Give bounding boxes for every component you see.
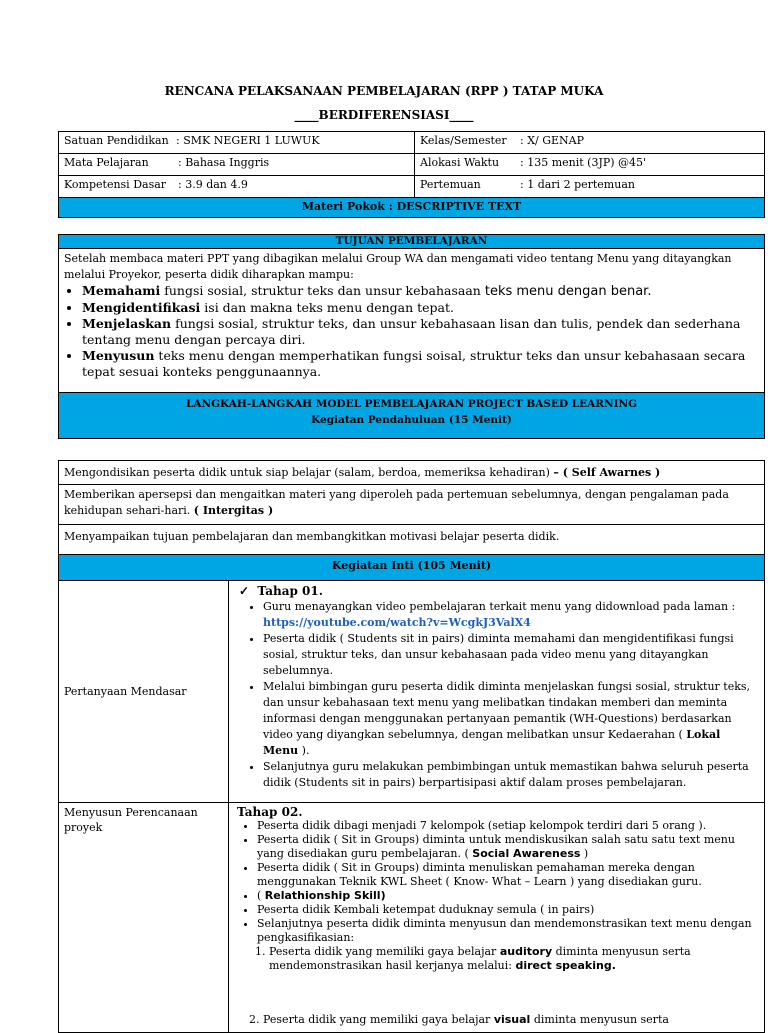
list-item: • Peserta didik Kembali ketempat duduknay semula ( in pairs) (257, 903, 759, 917)
info-table (58, 131, 765, 218)
alokasi-label: Alokasi Waktu (420, 156, 500, 169)
tahap1-list (239, 599, 759, 791)
list-item: • ( Relathionship Skill) (257, 889, 759, 903)
tahap2-content (229, 803, 765, 1033)
alokasi-value: : 135 menit (3JP) @45' (520, 156, 647, 169)
tahap2-title: Tahap 02. (237, 805, 303, 819)
document-title: RENCANA PELAKSANAAN PEMBELAJARAN (RPP ) TATAP MUKA (164, 84, 604, 98)
satuan-cell (59, 132, 415, 154)
main-table (58, 234, 765, 1033)
list-item: • Peserta didik ( Students sit in pairs) diminta memahami dan mengidentifikasi fungsi sosial, struktur teks, dan unsur kebahasaan pada video menu yang ditayangkan sebelumnya. (263, 631, 759, 679)
pertemuan-value: : 1 dari 2 pertemuan (520, 178, 635, 191)
tahap1-content (229, 581, 765, 803)
pendahuluan-step-2: Memberikan apersepsi dan mengaitkan materi yang diperoleh pada pertemuan sebelumnya, dengan pengalaman pada kehidupan sehari-hari. ( Intergitas ) (59, 485, 765, 525)
pertemuan-cell (415, 176, 765, 198)
list-item: • Selanjutnya peserta didik diminta menyusun dan mendemonstrasikan text menu dengan pengkasifikasian: (257, 917, 759, 945)
tujuan-header: TUJUAN PEMBELAJARAN (59, 235, 765, 249)
tujuan-list (64, 283, 759, 380)
satuan-value: : SMK NEGERI 1 LUWUK (176, 134, 320, 147)
list-item: • Peserta didik dibagi menjadi 7 kelompok (setiap kelompok terdiri dari 5 orang ). (257, 819, 759, 833)
tahap2-list (235, 819, 759, 945)
kd-cell (59, 176, 415, 198)
pendahuluan-header: Kegiatan Pendahuluan (15 Menit) (311, 414, 512, 426)
mapel-value: : Bahasa Inggris (178, 156, 270, 169)
materi-pokok: Materi Pokok : DESCRIPTIVE TEXT (59, 198, 765, 218)
tujuan-body (59, 249, 765, 393)
pendahuluan-step-3: Menyampaikan tujuan pembelajaran dan membangkitkan motivasi belajar peserta didik. (59, 525, 765, 555)
kelas-value: : X/ GENAP (520, 134, 585, 147)
tahap1-title: ✓ Tahap 01. (239, 584, 323, 598)
list-item: • Selanjutnya guru melakukan pembimbingan untuk memastikan bahwa seluruh peserta didik (Students sit in pairs) berpartisipasi aktif dalam proses pembelajaran. (263, 759, 759, 791)
kelas-label: Kelas/Semester (420, 134, 507, 147)
langkah-header (59, 393, 765, 439)
list-item: • Melalui bimbingan guru peserta didik diminta menjelaskan fungsi sosial, struktur teks, dan unsur kebahasaan text menu yang melibatkan tindakan memberi dan meminta informasi dengan menggunakan pertanyaan pemantik (WH-Questions) berdasarkan video yang diyangkan sebelumnya, dengan melibatkan unsur Kedaerahan ( Lokal Menu ). (263, 679, 759, 759)
document-subtitle: ____BERDIFERENSIASI____ (294, 108, 474, 122)
pendahuluan-step-1: Mengondisikan peserta didik untuk siap belajar (salam, berdoa, memeriksa kehadiran) – ( Self Awarnes ) (59, 461, 765, 485)
list-item: • Peserta didik ( Sit in Groups) diminta untuk mendiskusikan salah satu satu text menu yang disediakan guru pembelajaran. ( Social Awareness ) (257, 833, 759, 861)
pertemuan-label: Pertemuan (420, 178, 481, 191)
checkmark-icon: ✓ (239, 584, 250, 598)
numbered-item: 1. Peserta didik yang memiliki gaya belajar auditory diminta menyusun serta mendemonstrasikan hasil kerjanya melalui: direct speaking. (269, 945, 759, 973)
youtube-link[interactable]: https://youtube.com/watch?v=WcgkJ3ValX4 (263, 616, 531, 629)
tahap2-label: Menyusun Perencanaan proyek (59, 803, 229, 1033)
tujuan-item: • Memahami fungsi sosial, struktur teks dan unsur kebahasaan teks menu dengan benar. (82, 283, 759, 300)
tahap1-label: Pertanyaan Mendasar (59, 581, 229, 803)
tahap2-numbered-list (235, 945, 759, 973)
spacer-row (59, 439, 765, 461)
numbered-item-2: 2. Peserta didik yang memiliki gaya belajar visual diminta menyusun serta (249, 1013, 669, 1026)
tujuan-item: • Mengidentifikasi isi dan makna teks menu dengan tepat. (82, 300, 759, 316)
kd-label: Kompetensi Dasar (64, 178, 167, 191)
tujuan-intro: Setelah membaca materi PPT yang dibagikan melalui Group WA dan mengamati video tentang Menu yang ditayangkan melalui Proyekor, peserta didik diharapkan mampu: (64, 252, 732, 281)
mapel-cell (59, 154, 415, 176)
kd-value: : 3.9 dan 4.9 (178, 178, 248, 191)
list-item: • Guru menayangkan video pembelajaran terkait menu yang didownload pada laman : https://youtube.com/watch?v=WcgkJ3ValX4 (263, 599, 759, 631)
satuan-label: Satuan Pendidikan (64, 134, 169, 147)
alokasi-cell (415, 154, 765, 176)
kelas-cell (415, 132, 765, 154)
tujuan-item: • Menyusun teks menu dengan memperhatikan fungsi soisal, struktur teks dan unsur kebahasaan secara tepat sesuai konteks penggunaannya. (82, 348, 759, 380)
list-item: • Peserta didik ( Sit in Groups) diminta menuliskan pemahaman mereka dengan menggunakan Teknik KWL Sheet ( Know- What – Learn ) yang disediakan guru. (257, 861, 759, 889)
tujuan-item: • Menjelaskan fungsi sosial, struktur teks, dan unsur kebahasaan lisan dan tulis, pendek dan sederhana tentang menu dengan percaya diri. (82, 316, 759, 348)
inti-header: Kegiatan Inti (105 Menit) (59, 555, 765, 581)
mapel-label: Mata Pelajaran (64, 156, 149, 169)
langkah-header-title: LANGKAH-LANGKAH MODEL PEMBELAJARAN PROJECT BASED LEARNING (185, 398, 638, 410)
